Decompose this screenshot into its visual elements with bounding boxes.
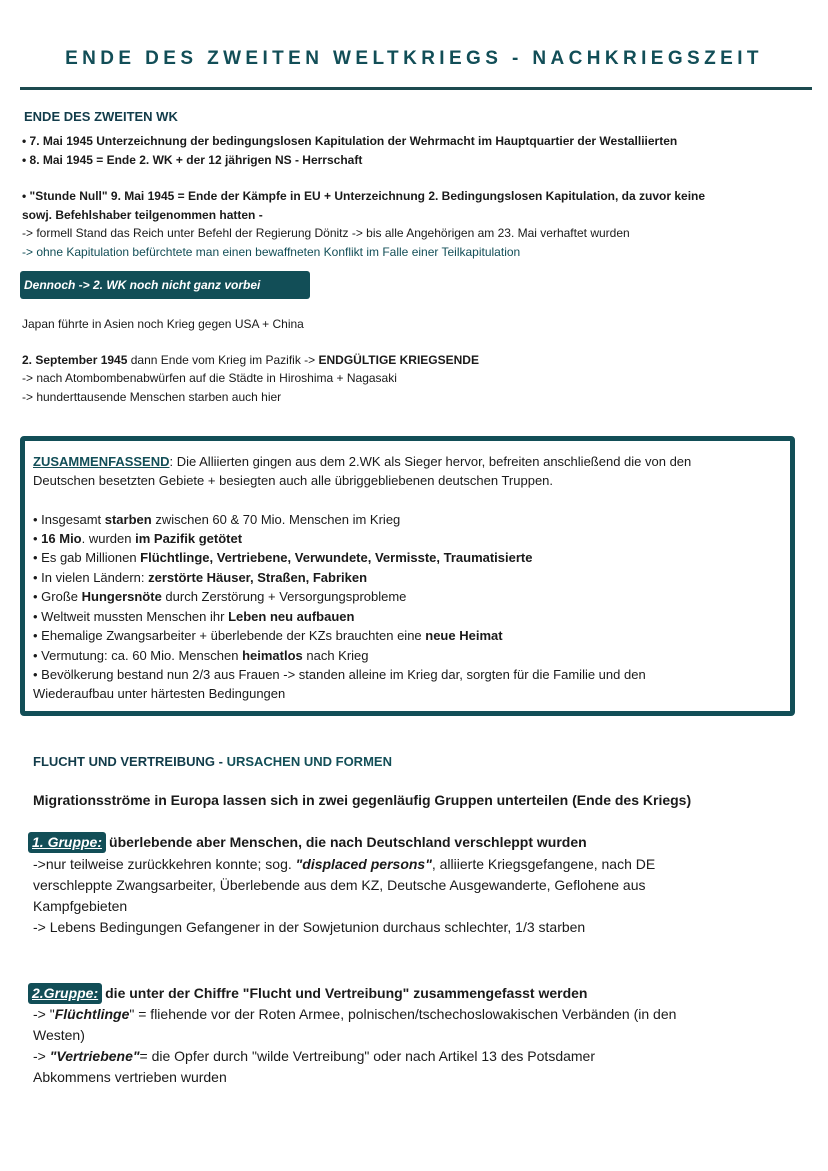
group1-label: 1. Gruppe: — [28, 832, 106, 853]
summary-item-fluechtlinge — [33, 548, 532, 568]
section-heading-ende: ENDE DES ZWEITEN WK — [24, 109, 178, 124]
group2-line1 — [33, 1004, 676, 1025]
section-heading-flucht — [33, 754, 392, 769]
line-text: -> " — [33, 1006, 55, 1022]
summary-item-heimat — [33, 626, 503, 646]
summary-item-zerstoerung — [33, 568, 367, 588]
bullet-stunde-null: • "Stunde Null" 9. Mai 1945 = Ende der Kämpfe in EU + Unterzeichnung 2. Bedingungslosen Kapitulation, da zuvor keine — [22, 189, 706, 203]
item-emph: starben — [104, 512, 152, 527]
item-text: • Vermutung: ca. 60 Mio. Menschen — [33, 648, 243, 663]
summary-intro — [33, 452, 691, 472]
bullet-kapitulation: • 7. Mai 1945 Unterzeichnung der bedingungslosen Kapitulation der Wehrmacht im Hauptquartier der Westalliierten — [22, 134, 678, 148]
summary-item-hunger — [33, 587, 406, 607]
summary-item-pazifik: • 16 Mio. wurden im Pazifik getötet — [33, 531, 243, 546]
heading-part: FLUCHT UND VERTREIBUNG — [33, 754, 215, 769]
group1-line4: -> Lebens Bedingungen Gefangener in der Sowjetunion durchaus schlechter, 1/3 starben — [33, 919, 586, 935]
line-text: -> — [33, 1048, 50, 1064]
title-divider — [20, 87, 812, 90]
text-japan: Japan führte in Asien noch Krieg gegen USA + China — [22, 317, 304, 331]
bullet-ende-wk: • 8. Mai 1945 = Ende 2. WK + der 12 jährigen NS - Herrschaft — [22, 153, 363, 167]
line-text: , alliierte Kriegsgefangene, nach DE — [431, 856, 656, 872]
item-emph: Flüchtlinge, Vertriebene, Verwundete, Vermisste, Traumatisierte — [140, 550, 533, 565]
item-emph: 16 Mio — [41, 531, 82, 546]
line-emph: Flüchtlinge — [54, 1006, 130, 1022]
item-text: • Insgesamt — [33, 512, 105, 527]
group2-label: 2.Gruppe: — [28, 983, 102, 1004]
line-text: ->nur teilweise zurückkehren konnte; sog. — [33, 856, 296, 872]
item-text: • Große — [33, 589, 82, 604]
group2-line2: Westen) — [33, 1027, 85, 1043]
item-text: • Es gab Millionen — [33, 550, 141, 565]
group2-header — [28, 983, 587, 1004]
summary-item-tote — [33, 510, 400, 530]
group2-title: die unter der Chiffre "Flucht und Vertreibung" zusammengefasst werden — [105, 985, 588, 1001]
summary-item-heimatlos — [33, 646, 369, 666]
heading-part: URSACHEN UND FORMEN — [226, 754, 392, 769]
heading-sep: - — [215, 754, 227, 769]
line-emph: "Vertriebene" — [49, 1048, 140, 1064]
summary-item-aufbau — [33, 607, 354, 627]
note-atombomben: -> nach Atombombenabwürfen auf die Städte in Hiroshima + Nagasaki — [22, 371, 397, 385]
item-emph: zerstörte Häuser, Straßen, Fabriken — [148, 570, 368, 585]
text-kriegsende — [22, 351, 479, 370]
item-emph: Leben neu aufbauen — [228, 609, 355, 624]
text-migration: Migrationsströme in Europa lassen sich in zwei gegenläufig Gruppen unterteilen (Ende des Kriegs) — [33, 792, 692, 808]
item-text: • Ehemalige Zwangsarbeiter + überlebende der KZs brauchten eine — [33, 628, 426, 643]
item-text: • In vielen Ländern: — [33, 570, 149, 585]
item-emph: Hungersnöte — [81, 589, 162, 604]
group1-title: überlebende aber Menschen, die nach Deutschland verschleppt wurden — [109, 834, 587, 850]
group2-line4: Abkommens vertrieben wurden — [33, 1069, 227, 1085]
summary-item-frauen: • Bevölkerung bestand nun 2/3 aus Frauen -> standen alleine im Krieg dar, sorgten für die Familie und den — [33, 667, 646, 682]
page-title: ENDE DES ZWEITEN WELTKRIEGS - NACHKRIEGSZEIT — [65, 48, 763, 69]
group1-header — [28, 832, 587, 853]
note-hunderttausende: -> hunderttausende Menschen starben auch hier — [22, 390, 282, 404]
note-doenitz: -> formell Stand das Reich unter Befehl der Regierung Dönitz -> bis alle Angehörigen am 23. Mai verhaftet wurden — [22, 226, 630, 240]
summary-intro-l1: : Die Alliierten gingen aus dem 2.WK als Sieger hervor, befreiten anschließend die von den — [169, 454, 692, 469]
summary-intro-l2: Deutschen besetzten Gebiete + besiegten auch alle übriggebliebenen deutschen Truppen. — [33, 473, 554, 488]
item-text: . wurden — [81, 531, 136, 546]
date-sep-1945: 2. September 1945 — [22, 353, 128, 367]
item-text: durch Zerstörung + Versorgungsprobleme — [161, 589, 407, 604]
item-text: nach Krieg — [302, 648, 369, 663]
text-kriegsende-mid: dann Ende vom Krieg im Pazifik -> — [127, 353, 319, 367]
item-text: zwischen 60 & 70 Mio. Menschen im Krieg — [151, 512, 401, 527]
text-kriegsende-end: ENDGÜLTIGE KRIEGSENDE — [318, 353, 479, 367]
line-emph: "displaced persons" — [295, 856, 432, 872]
note-teilkapitulation: -> ohne Kapitulation befürchtete man einen bewaffneten Konflikt im Falle einer Teilkapitulation — [22, 245, 521, 259]
summary-item-frauen-cont: Wiederaufbau unter härtesten Bedingungen — [33, 686, 286, 701]
item-emph: heimatlos — [242, 648, 303, 663]
group1-line1 — [33, 854, 655, 875]
line-text: " = fliehende vor der Roten Armee, polnischen/tschechoslowakischen Verbänden (in den — [129, 1006, 677, 1022]
bullet-stunde-null-cont: sowj. Befehlshaber teilgenommen hatten - — [22, 208, 263, 222]
item-emph: im Pazifik getötet — [135, 531, 243, 546]
group2-line3 — [33, 1046, 595, 1067]
item-emph: neue Heimat — [425, 628, 503, 643]
summary-label: ZUSAMMENFASSEND — [33, 454, 170, 469]
item-text: • Weltweit mussten Menschen ihr — [33, 609, 229, 624]
line-text: = die Opfer durch "wilde Vertreibung" oder nach Artikel 13 des Potsdamer — [139, 1048, 596, 1064]
group1-line3: Kampfgebieten — [33, 898, 128, 914]
group1-line2: verschleppte Zwangsarbeiter, Überlebende aus dem KZ, Deutsche Ausgewanderte, Geflohene aus — [33, 877, 646, 893]
highlight-banner: Dennoch -> 2. WK noch nicht ganz vorbei — [20, 271, 310, 299]
